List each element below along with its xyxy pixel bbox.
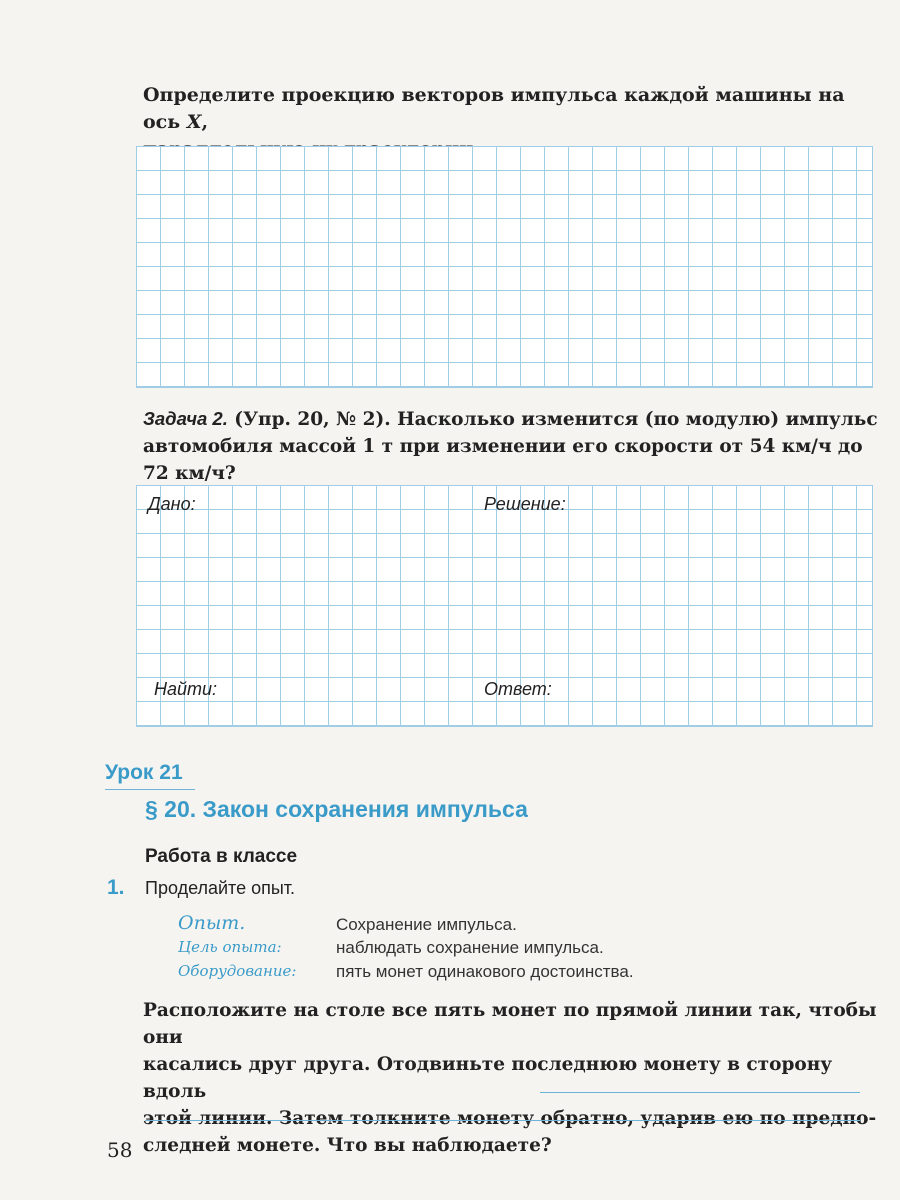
goal-value: наблюдать сохранение импульса. bbox=[336, 938, 604, 957]
equipment-row bbox=[178, 960, 738, 984]
instructions-line-1: Расположите на столе все пять монет по прямой линии так, чтобы они bbox=[143, 1000, 877, 1048]
goal-label: Цель опыта: bbox=[178, 938, 282, 956]
lesson-title: Урок 21 bbox=[105, 761, 183, 784]
classwork-heading: Работа в классе bbox=[145, 846, 298, 867]
experiment-value: Сохранение импульса. bbox=[336, 915, 517, 934]
section-title: § 20. Закон сохранения импульса bbox=[145, 796, 528, 822]
page-number: 58 bbox=[107, 1138, 133, 1162]
lesson-title-underline bbox=[105, 789, 195, 790]
experiment-label: Опыт. bbox=[178, 912, 246, 934]
answer-line-2[interactable] bbox=[145, 1120, 860, 1121]
experiment-block bbox=[178, 912, 738, 984]
answer-line-1[interactable] bbox=[540, 1092, 860, 1093]
instructions-line-3: этой линии. Затем толкните монету обратно, ударив ею по предпо- bbox=[143, 1108, 877, 1129]
solution-label: Решение: bbox=[484, 494, 566, 514]
task-2-line-2: автомобиля массой 1 т при изменении его скорости от 54 км/ч до bbox=[143, 436, 863, 457]
item-text: Проделайте опыт. bbox=[145, 878, 296, 898]
item-number: 1. bbox=[107, 876, 125, 899]
task-prompt-line-1: Определите проекцию векторов импульса каждой машины на ось X, bbox=[143, 84, 845, 133]
task-2 bbox=[143, 405, 878, 487]
instructions-line-2: касались друг друга. Отодвиньте последнюю монету в сторону вдоль bbox=[143, 1054, 833, 1102]
task-2-line-3: 72 км/ч? bbox=[143, 463, 236, 484]
answer-grid-top[interactable] bbox=[136, 146, 873, 388]
equipment-value: пять монет одинакового достоинства. bbox=[336, 962, 634, 981]
equipment-label: Оборудование: bbox=[178, 962, 297, 980]
given-label: Дано: bbox=[148, 494, 196, 514]
find-label: Найти: bbox=[154, 679, 218, 699]
instructions-line-4: следней монете. Что вы наблюдаете? bbox=[143, 1135, 552, 1156]
answer-label: Ответ: bbox=[484, 679, 552, 699]
task-2-line-1: Задача 2. (Упр. 20, № 2). Насколько изменится (по модулю) импульс bbox=[143, 408, 878, 430]
instructions bbox=[143, 997, 883, 1159]
task-2-label: Задача 2. bbox=[143, 408, 228, 429]
goal-row bbox=[178, 936, 738, 960]
experiment-row bbox=[178, 912, 738, 936]
